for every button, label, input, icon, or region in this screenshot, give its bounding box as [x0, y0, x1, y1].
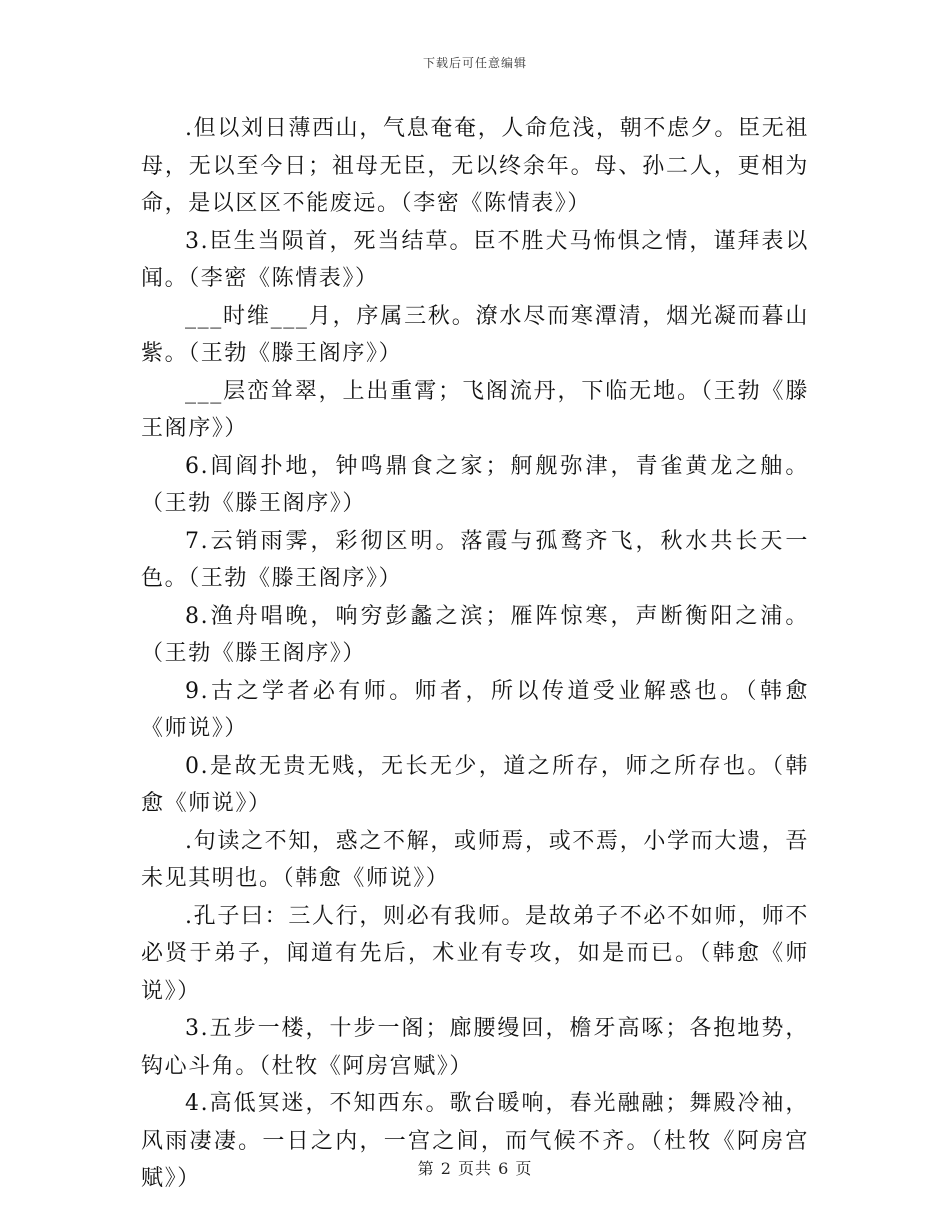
paragraph: ___层峦耸翠，上出重霄；飞阁流丹，下临无地。（王勃《滕王阁序》）: [141, 378, 809, 441]
paragraph: 3.臣生当陨首，死当结草。臣不胜犬马怖惧之情，谨拜表以闻。（李密《陈情表》）: [141, 228, 809, 291]
paragraph: 8.渔舟唱晚，响穷彭蠡之滨；雁阵惊寒，声断衡阳之浦。（王勃《滕王阁序》）: [141, 603, 809, 666]
paragraph: 7.云销雨霁，彩彻区明。落霞与孤鹜齐飞，秋水共长天一色。（王勃《滕王阁序》）: [141, 528, 809, 591]
paragraph: 4.高低冥迷，不知西东。歌台暖响，春光融融；舞殿冷袖，风雨凄凄。一日之内，一宫之间，而气候不齐。（杜牧《阿房宫赋》）: [141, 1091, 809, 1191]
document-body: [141, 110, 809, 1198]
paragraph: 6.闾阎扑地，钟鸣鼎食之家；舸舰弥津，青雀黄龙之舳。（王勃《滕王阁序》）: [141, 453, 809, 516]
paragraph: 9.古之学者必有师。师者，所以传道受业解惑也。（韩愈《师说》）: [141, 678, 809, 741]
page-number: 第 2 页共 6 页: [417, 1159, 533, 1178]
page-header: 下载后可任意编辑: [422, 56, 527, 70]
paragraph: 0.是故无贵无贱，无长无少，道之所存，师之所存也。（韩愈《师说》）: [141, 753, 809, 816]
paragraph: .句读之不知，惑之不解，或师焉，或不焉，小学而大遗，吾未见其明也。（韩愈《师说》）: [141, 828, 809, 891]
paragraph: ___时维___月，序属三秋。潦水尽而寒潭清，烟光凝而暮山紫。（王勃《滕王阁序》）: [141, 303, 809, 366]
paragraph: .但以刘日薄西山，气息奄奄，人命危浅，朝不虑夕。臣无祖母，无以至今日；祖母无臣，无以终余年。母、孙二人，更相为命，是以区区不能废远。（李密《陈情表》）: [141, 116, 809, 216]
paragraph: .孔子曰：三人行，则必有我师。是故弟子不必不如师，师不必贤于弟子，闻道有先后，术业有专攻，如是而已。（韩愈《师说》）: [141, 903, 809, 1004]
paragraph: 3.五步一楼，十步一阁；廊腰缦回，檐牙高啄；各抱地势，钩心斗角。（杜牧《阿房宫赋》）: [141, 1016, 809, 1079]
